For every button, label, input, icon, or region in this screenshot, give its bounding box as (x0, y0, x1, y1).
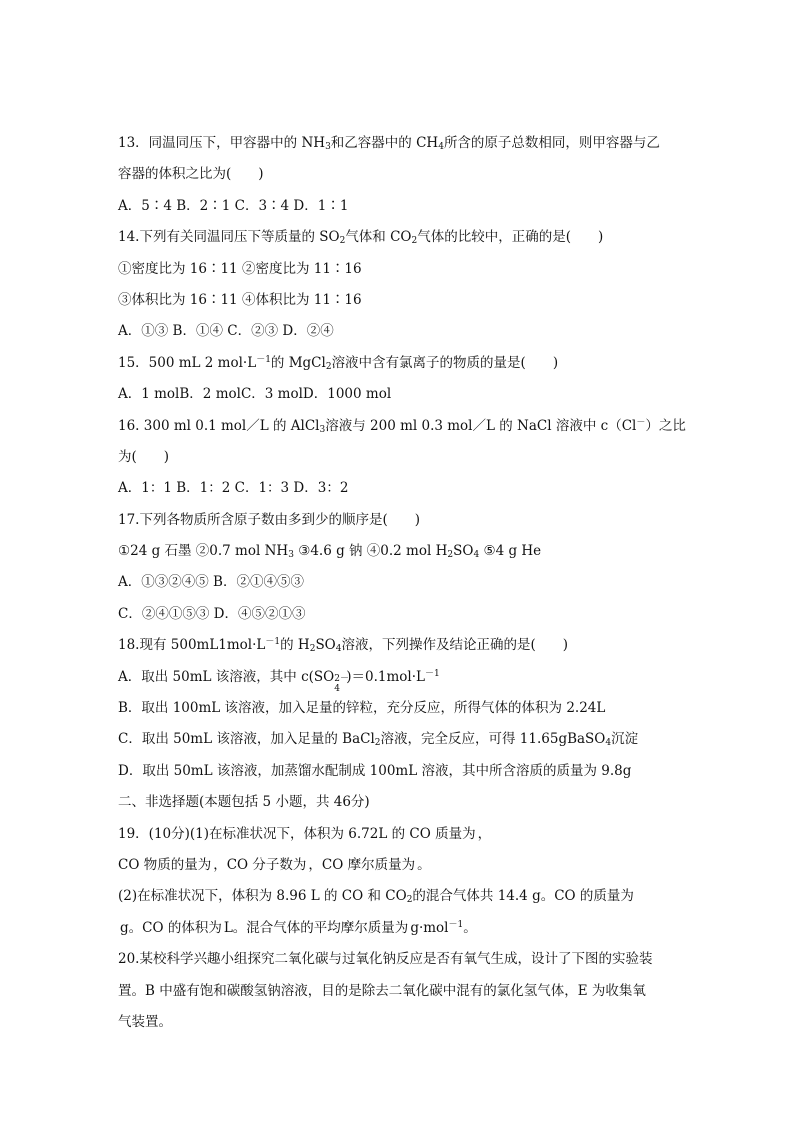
q17-options-2: C．②④①⑤③ D．④⑤②①③ (118, 605, 306, 622)
section-heading: 二、非选择题(本题包括 5 小题，共 46分) (118, 794, 370, 811)
q16-line2: 为( ) (118, 448, 170, 465)
q17-options-1: A．①③②④⑤ B．②①④⑤③ (118, 574, 304, 591)
q13-options: A．5∶4 B．2∶1 C．3∶4 D．1∶1 (118, 197, 349, 214)
q20-line3: 气装置。 (118, 1013, 172, 1030)
q17-line1: 17.下列各物质所含原子数由多到少的顺序是( ) (118, 511, 421, 528)
q19-line3: (2)在标准状况下，体积为 8.96 L 的 CO 和 $CO_2$的混合气体共 14.4 g。CO 的质量为 (118, 888, 634, 906)
q18-line1: 18.现有 $500mL1mol\cdot L^{-1}$的 $H_2SO_4$溶液，下列操作及结论正确的是( ) (118, 637, 569, 655)
q20-line1: 20.某校科学兴趣小组探究二氧化碳与过氧化钠反应是否有氧气生成，设计了下图的实验装 (118, 951, 653, 968)
q14-statements-1: ①密度比为 16∶11 ②密度比为 11∶16 (118, 260, 362, 277)
q18-option-c: C．取出 50mL 该溶液，加入足量的 BaCl$_2$溶液，完全反应，可得 11.65gBaSO$_4$沉淀 (118, 731, 639, 749)
q14-options: A．①③ B．①④ C．②③ D．②④ (118, 323, 334, 340)
q18-option-a: A．取出 50mL 该溶液，其中 c(SO 2－ 4 )$=0.1mol\cdot L^{-1}$ (118, 668, 440, 694)
q18-option-d: D．取出 50mL 该溶液，加蒸馏水配制成 100mL 溶液，其中所含溶质的质量为 9.8g (118, 762, 632, 779)
q16-options: A．1：1 B．1：2 C．1：3 D．3：2 (118, 480, 349, 497)
q15-options (118, 379, 678, 410)
q19-line1: 19．(10分)(1)在标准状况下，体积为 6.72L 的 CO 质量为 ， (118, 825, 492, 842)
q13-line1: 13．同温同压下，甲容器中的 $NH_3$和乙容器中的 $CH_4$所含的原子总数相同，则甲容器与乙 (118, 135, 660, 152)
q19-line4: g。CO 的体积为 L。混合气体的平均摩尔质量为 g·mol$^{-1}$。 (120, 919, 477, 936)
q17-substances: ①24 g 石墨 ②0.7 mol $NH_3$ ③4.6 g 钠 ④0.2 mol $H_2SO_4$ ⑤4 g He (118, 543, 542, 561)
q14-line1: 14.下列有关同温同压下等质量的 $SO_2$气体和 $CO_2$气体的比较中，正确的是( ) (118, 229, 604, 247)
q15-line1: 15．500 mL 2 $mol\cdot L^{-1}$的 MgCl$_2$溶液中含有氯离子的物质的量是( ) (118, 354, 559, 372)
q15-option-d: D．1000 mol (302, 386, 392, 403)
q13-line2: 容器的体积之比为( ) (118, 166, 264, 183)
q18-option-b: B．取出 100mL 该溶液，加入足量的锌粒，充分反应，所得气体的体积为 2.24L (118, 700, 606, 717)
exam-page (118, 128, 686, 1038)
q19-line2: CO 物质的量为 ，CO 分子数为 ，CO 摩尔质量为 。 (118, 856, 431, 873)
q14-statements-2: ③体积比为 16∶11 ④体积比为 11∶16 (118, 291, 362, 308)
q15-option-a: A．1 mol (118, 386, 180, 403)
q15-option-b: B．2 mol (179, 386, 241, 403)
q15-option-c: C．3 mol (240, 386, 303, 403)
q20-line2: 置。B 中盛有饱和碳酸氢钠溶液，目的是除去二氧化碳中混有的氯化氢气体，E 为收集氧 (118, 982, 646, 999)
q16-line1: 16. 300 ml 0.1 mol／L 的 AlCl$_3$溶液与 200 ml 0.3 mol／L 的 NaCl 溶液中 c（Cl－）之比 (118, 417, 686, 435)
